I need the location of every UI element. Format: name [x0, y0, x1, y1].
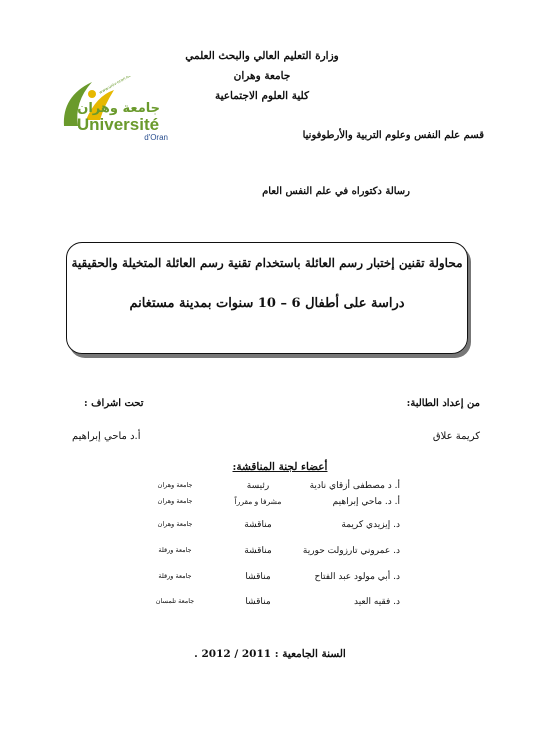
jury-title: أعضاء لجنة المناقشة: — [232, 461, 328, 473]
logo-latin-name: Université — [76, 115, 160, 134]
jury-member-institution: جامعة وهران — [157, 497, 193, 505]
jury-member-name: أ. د مصطفى أزقاي نادية — [309, 481, 400, 491]
university-logo — [56, 76, 176, 146]
faculty-name: كلية العلوم الاجتماعية — [214, 90, 310, 102]
jury-member-name: أ. د. ماحي إبراهيم — [332, 497, 400, 507]
jury-member-role: مشرفا و مقرراً — [234, 497, 282, 506]
jury-member-institution: جامعة تلمسان — [155, 597, 195, 605]
jury-member-role: رئيسة — [246, 481, 270, 491]
ministry-name: وزارة التعليم العالي والبحث العلمي — [185, 50, 339, 62]
jury-member-institution: جامعة وهران — [157, 481, 193, 489]
department-name: قسم علم النفس وعلوم التربية والأرطوفونيا — [302, 130, 484, 141]
jury-member-institution: جامعة ورقلة — [158, 546, 192, 554]
jury-member — [0, 572, 540, 590]
supervisor-name: أ.د ماحي إبراهيم — [72, 431, 141, 442]
jury-member — [0, 546, 540, 564]
logo-url: www.univ-oran.dz — [98, 76, 132, 95]
jury-member-role: مناقشا — [245, 572, 271, 582]
jury-member-name: د. عمروني تارزولت حورية — [302, 546, 400, 556]
jury-member-institution: جامعة وهران — [157, 520, 193, 528]
jury-member-name: د. أبي مولود عبد الفتاح — [314, 572, 400, 582]
jury-member — [0, 497, 540, 515]
prepared-by-label: من إعداد الطالبة: — [406, 398, 480, 409]
logo-city: d'Oran — [144, 133, 168, 142]
academic-year: السنة الجامعية : 2011 / 2012 . — [194, 648, 346, 660]
thesis-title: محاولة تقنين إختبار رسم العائلة باستخدام تقنية رسم العائلة المتخيلة والحقيقية — [71, 256, 463, 270]
jury-member-name: د. فقيه العيد — [353, 597, 400, 607]
thesis-subtitle: دراسة على أطفال 6 – 10 سنوات بمدينة مستغانم — [129, 296, 405, 311]
ministry-header — [152, 46, 372, 106]
jury-member-role: مناقشة — [244, 520, 272, 530]
jury-member — [0, 520, 540, 538]
jury-member-role: مناقشا — [245, 597, 271, 607]
jury-member-role: مناقشة — [244, 546, 272, 556]
jury-member-name: د. إيزيدي كريمة — [341, 520, 400, 530]
supervisor-label: تحت اشراف : — [84, 398, 144, 409]
jury-member — [0, 597, 540, 615]
logo-arabic-name: جامعة وهران — [77, 101, 160, 116]
student-name: كريمة علاق — [432, 431, 480, 442]
university-name: جامعة وهران — [233, 70, 291, 82]
university-logo-icon — [56, 76, 176, 146]
thesis-type: رسالة دكتوراه في علم النفس العام — [262, 186, 410, 197]
jury-member-institution: جامعة ورقلة — [158, 572, 192, 580]
